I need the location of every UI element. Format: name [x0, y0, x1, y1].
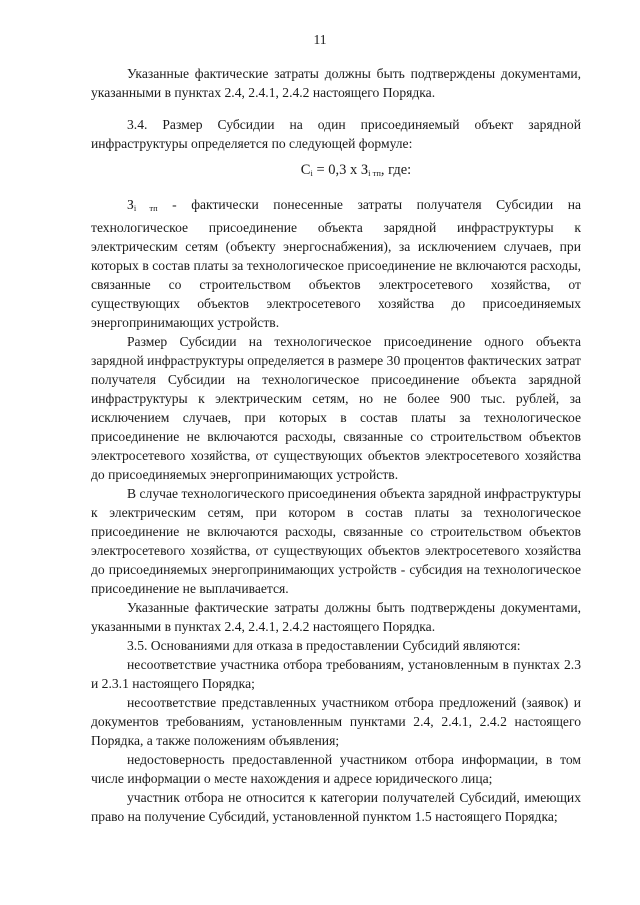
paragraph-3-5: 3.5. Основаниями для отказа в предоставлении Субсидий являются: — [127, 638, 521, 653]
paragraph-intro: Указанные фактические затраты должны быть подтверждены документами, указанными в пунктах 2.4, 2.4.1, 2.4.2 настоящего Порядка. — [91, 66, 581, 100]
page-number: 11 — [313, 32, 327, 47]
paragraph: Размер Субсидии на технологическое присоединение одного объекта зарядной инфраструктуры определяется в размере 30 процентов фактических затрат получателя Субсидии на технологическое присоединение объекта зарядной инфраструктуры к электрическим сетям, но не более 900 тыс. рублей, за исключением случаев, при которых в состав платы за технологическое присоединение не включаются расходы, связанные со строительством объектов электросетевого хозяйства, от существующих объектов электросетевого хозяйства до присоединяемых энергопринимающих устройств. — [91, 334, 581, 482]
list-item: несоответствие участника отбора требованиям, установленным в пунктах 2.3 и 2.3.1 настоящего Порядка; — [91, 657, 581, 691]
formula-lhs-sub: i — [310, 168, 313, 178]
list-item: недостоверность предоставленной участником отбора информации, в том числе информации о месте нахождения и адресе юридического лица; — [91, 752, 581, 786]
main-block — [91, 115, 581, 826]
definition-symbol: З — [127, 197, 134, 212]
list-item: несоответствие представленных участником отбора предложений (заявок) и документов требованиям, установленным пунктами 2.4, 2.4.1, 2.4.2 настоящего Порядка, а также положениям объявления; — [91, 695, 581, 748]
paragraph-3-4: 3.4. Размер Субсидии на один присоединяемый объект зарядной инфраструктуры определяется по следующей формуле: — [91, 117, 581, 151]
intro-block — [91, 64, 581, 102]
subsidy-formula — [131, 161, 581, 183]
paragraph-definition — [91, 195, 581, 332]
list-item: участник отбора не относится к категории получателей Субсидий, имеющих право на получение Субсидий, установленной пунктом 1.5 настоящего Порядка; — [91, 790, 581, 824]
formula-tail: , где: — [380, 162, 412, 178]
formula-middle: = 0,3 x З — [312, 162, 369, 178]
definition-text: - фактически понесенные затраты получателя Субсидии на технологическое присоединение объекта зарядной инфраструктуры к электрическим сетям (объекту энергоснабжения), за исключением случаев, при которых в состав платы за технологическое присоединение не включаются расходы, связанные со строительством объектов электросетевого хозяйства, от существующих объектов электросетевого хозяйства до присоединяемых энергопринимающих устройств. — [91, 197, 582, 330]
formula-lhs: C — [300, 162, 311, 178]
paragraph: Указанные фактические затраты должны быть подтверждены документами, указанными в пунктах 2.4, 2.4.1, 2.4.2 настоящего Порядка. — [91, 600, 581, 634]
formula-middle-sub: i тп — [368, 168, 381, 178]
paragraph: В случае технологического присоединения объекта зарядной инфраструктуры к электрическим сетям, при котором в состав платы за технологическое присоединение не включаются расходы, связанные со строительством объектов электросетевого хозяйства, от существующих объектов электросетевого хозяйства до присоединяемых энергопринимающих устройств - субсидия на технологическое присоединение не выплачивается. — [91, 486, 581, 596]
definition-symbol-sub: i тп — [133, 203, 158, 213]
